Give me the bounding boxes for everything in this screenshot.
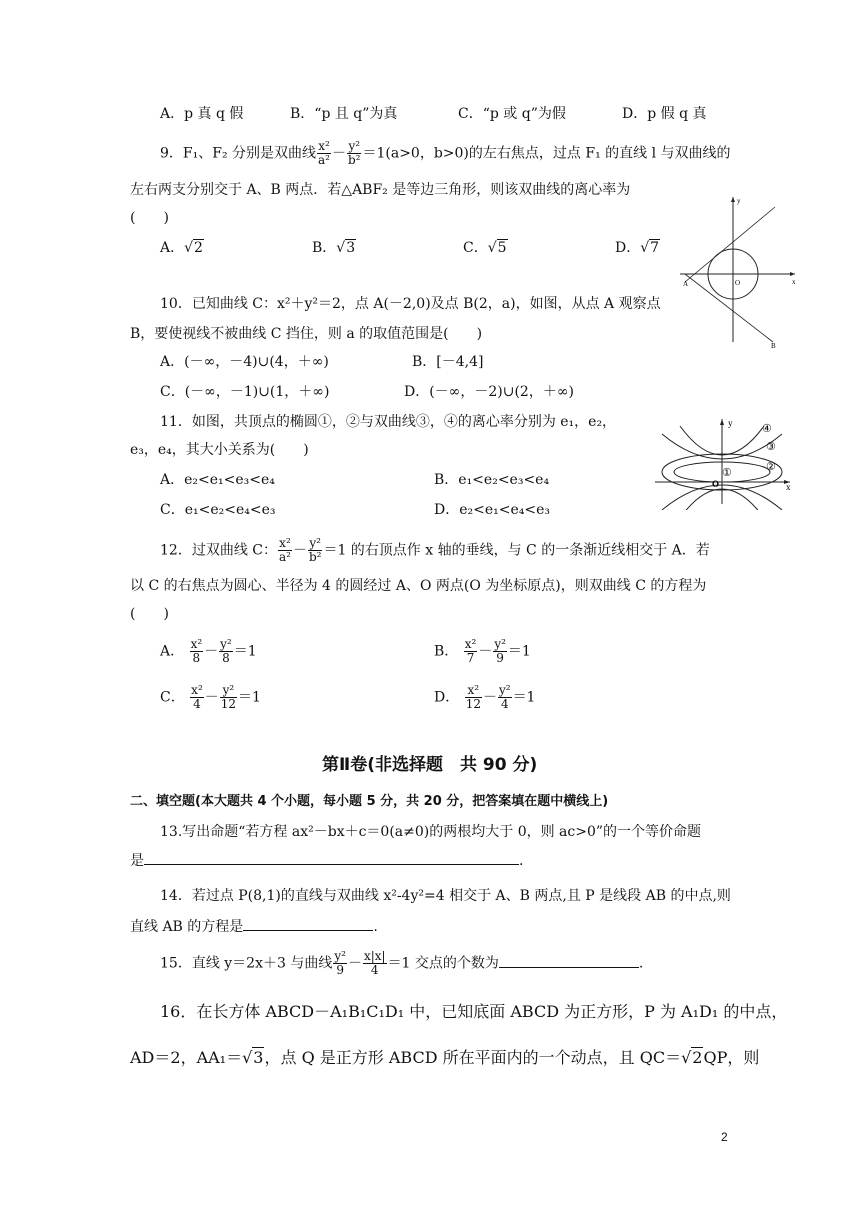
q16-line-2: AD＝2，AA₁＝√3，点 Q 是正方形 ABCD 所在平面内的一个动点，且 QC＝√2QP，则	[130, 1048, 760, 1067]
q12-option-c: C． $\frac{\text{x²}}{4}$ － $\frac{\text{y²}}{12}$ ＝1	[160, 683, 261, 711]
q15-fraction-y: $\frac{\text{y²}}{9}$	[334, 949, 346, 977]
q11-option-c: C．e₁<e₂<e₄<e₃	[160, 502, 276, 518]
q10-option-c: C．(－∞，－1)∪(1，＋∞)	[160, 384, 330, 400]
page-number: 2	[721, 1130, 728, 1144]
label-o: O	[712, 479, 720, 489]
q9-line-1: 9．F₁、F₂ 分别是双曲线 $\frac{\text{x²}}{\text{a²}}$ － $\frac{\text{y²}}{\text{b²}}$ ＝1(a>0，b>0)的左右焦点，过点 F₁ 的直线 l 与双曲线的	[160, 139, 731, 167]
q12-line-1: 12．过双曲线 C： $\frac{\text{x²}}{\text{a²}}$ － $\frac{\text{y²}}{\text{b²}}$ ＝1 的右顶点作 x 轴的垂线，与 C 的一条渐近线相交于 A．若	[160, 536, 710, 564]
q11-option-d: D．e₂<e₁<e₄<e₃	[434, 502, 551, 518]
q8-option-b: B．“p 且 q”为真	[290, 106, 398, 122]
q10-option-d: D．(－∞，－2)∪(2，＋∞)	[404, 384, 574, 400]
q12-option-d: D． $\frac{\text{x²}}{12}$ － $\frac{\text{y²}}{4}$ ＝1	[434, 683, 536, 711]
q11-option-b: B．e₁<e₂<e₃<e₄	[434, 472, 550, 488]
tangent-line-lower	[685, 274, 773, 342]
q11-line-1: 11．如图，共顶点的椭圆①，②与双曲线③，④的离心率分别为 e₁，e₂，	[160, 414, 617, 430]
q10-line-2: B，要使视线不被曲线 C 挡住，则 a 的取值范围是( )	[130, 326, 483, 342]
q9-line-3: ( )	[130, 210, 169, 226]
q12-text-cont: ＝1 的右顶点作 x 轴的垂线，与 C 的一条渐近线相交于 A．若	[323, 542, 710, 559]
label-y: y	[728, 418, 733, 428]
q12-option-b: B． $\frac{\text{x²}}{7}$ － $\frac{\text{y²}}{9}$ ＝1	[434, 637, 531, 665]
q8-option-a: A．p 真 q 假	[160, 106, 244, 122]
label-curve-4: ④	[762, 423, 772, 435]
q10-figure	[675, 192, 800, 348]
label-x: x	[786, 482, 791, 492]
tangent-line-upper	[685, 207, 775, 282]
section-2-subtitle: 二、填空题(本大题共 4 个小题，每小题 5 分，共 20 分，把答案填在题中横线上)	[130, 794, 609, 809]
label-curve-2: ②	[766, 461, 776, 473]
q10-option-a: A．(－∞，－4)∪(4，＋∞)	[160, 354, 329, 370]
q8-option-d: D．p 假 q 真	[622, 106, 707, 122]
q15-line: 15．直线 y＝2x＋3 与曲线 $\frac{\text{y²}}{9}$ － $\frac{x|x|}{4}$ ＝1 交点的个数为 .	[160, 949, 644, 977]
q9-line-2: 左右两支分别交于 A、B 两点．若△ABF₂ 是等边三角形，则该双曲线的离心率为	[130, 182, 631, 198]
q15-fraction-x: $\frac{x|x|}{4}$	[363, 949, 386, 977]
q11-figure	[650, 414, 800, 510]
q12-line-3: ( )	[130, 606, 169, 622]
label-o: O	[735, 279, 741, 287]
label-b: B	[771, 342, 776, 348]
q9-option-c: C．√5	[463, 240, 507, 256]
q13-answer-blank[interactable]	[144, 850, 519, 865]
q14-answer-blank[interactable]	[243, 916, 373, 931]
section-2-title: 第Ⅱ卷(非选择题 共 90 分)	[322, 755, 538, 775]
label-curve-1: ①	[722, 467, 732, 479]
q9-text: 9．F₁、F₂ 分别是双曲线	[160, 145, 317, 162]
q14-line-1: 14．若过点 P(8,1)的直线与双曲线 x²-4y²=4 相交于 A、B 两点,且 P 是线段 AB 的中点,则	[160, 888, 731, 904]
q12-fraction-y: $\frac{\text{y²}}{\text{b²}}$	[308, 536, 322, 564]
label-x: x	[792, 278, 796, 286]
q12-text: 12．过双曲线 C：	[160, 542, 277, 559]
q11-line-2: e₃，e₄，其大小关系为( )	[130, 442, 309, 458]
q12-line-2: 以 C 的右焦点为圆心、半径为 4 的圆经过 A、O 两点(O 为坐标原点)，则双曲线 C 的方程为	[130, 578, 707, 594]
label-curve-3: ③	[766, 441, 776, 453]
q12-fraction-x: $\frac{\text{x²}}{\text{a²}}$	[278, 536, 291, 564]
q9-fraction-y: $\frac{\text{y²}}{\text{b²}}$	[347, 139, 361, 167]
q16-line-1: 16．在长方体 ABCD－A₁B₁C₁D₁ 中，已知底面 ABCD 为正方形，P 为 A₁D₁ 的中点，	[160, 1002, 788, 1021]
q9-text-cont: ＝1(a>0，b>0)的左右焦点，过点 F₁ 的直线 l 与双曲线的	[362, 145, 731, 162]
q11-option-a: A．e₂<e₁<e₃<e₄	[160, 472, 275, 488]
q13-line-2: 是 .	[130, 850, 523, 871]
label-y: y	[737, 197, 741, 205]
q8-option-c: C．“p 或 q”为假	[458, 106, 566, 122]
q9-option-a: A．√2	[160, 240, 203, 256]
q9-option-d: D．√7	[615, 240, 660, 256]
q12-option-a: A． $\frac{\text{x²}}{8}$ － $\frac{\text{y²}}{8}$ ＝1	[160, 637, 257, 665]
q13-line-1: 13.写出命题“若方程 ax²－bx＋c＝0(a≠0)的两根均大于 0，则 ac>0”的一个等价命题	[160, 824, 702, 840]
q9-fraction-x: $\frac{\text{x²}}{\text{a²}}$	[318, 139, 330, 167]
q10-option-b: B．[－4,4]	[412, 354, 484, 370]
q9-option-b: B．√3	[312, 240, 356, 256]
q14-line-2: 直线 AB 的方程是 .	[130, 916, 378, 937]
label-a: A	[683, 280, 689, 288]
q10-line-1: 10．已知曲线 C：x²＋y²＝2，点 A(－2,0)及点 B(2，a)，如图，从点 A 观察点	[160, 296, 661, 312]
q15-answer-blank[interactable]	[499, 953, 639, 968]
